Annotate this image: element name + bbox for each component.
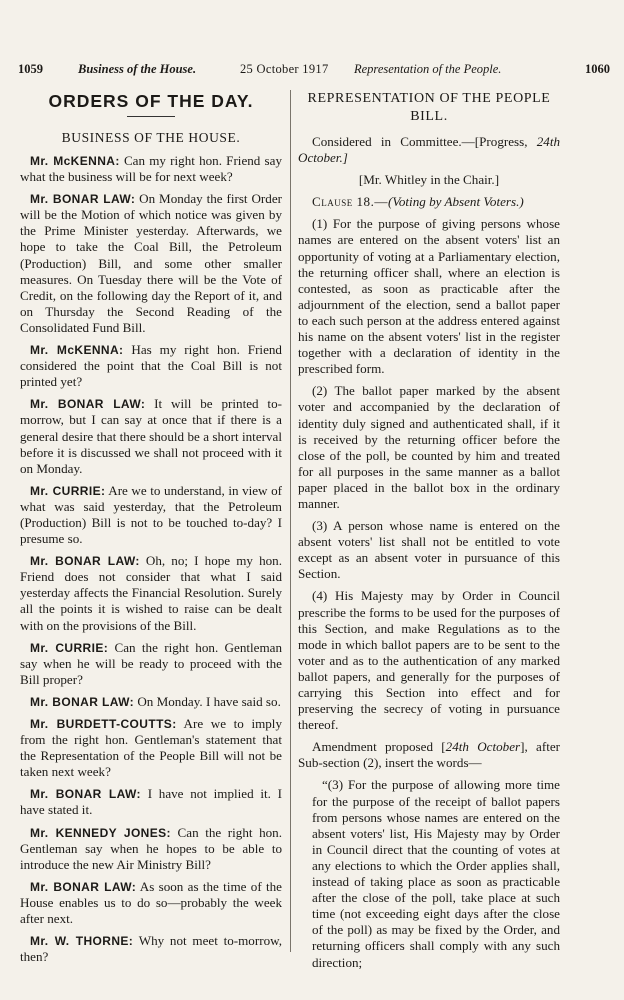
clause-heading: [298, 194, 560, 210]
speech-text: On Monday the first Order will be the Motion of which notice was given by the Prime Minister yesterday. Afterwards, we hope to take the Coal Bill, the Petroleum (Production) Bill, and some other smaller measures. On Tuesday there will be the Vote of Credit, on the following day the Report of it, and on Thursday the Second Reading of the Consolidated Fund Bill.: [20, 191, 282, 335]
speech-paragraph: [20, 933, 282, 965]
orders-of-the-day-heading: ORDERS OF THE DAY.: [48, 91, 254, 111]
page-header: [18, 62, 610, 80]
committee-date: 24th October.]: [298, 134, 560, 166]
speech-text: As soon as the time of the House enables us to do so—probably the week after next.: [20, 878, 282, 927]
left-running-head: Business of the House.: [78, 62, 197, 76]
speech-text: Are we to understand, in view of what was said yesterday, that the Petroleum (Production) Bill is not to be touched to-day? I presume so.: [20, 482, 282, 547]
speaker-name: Mr. BONAR LAW:: [30, 554, 140, 569]
speech-paragraph: [20, 716, 282, 780]
speaker-name: Mr. BONAR LAW:: [30, 694, 135, 709]
left-page-number: 1059: [18, 62, 43, 76]
right-column: [298, 90, 560, 971]
speech-paragraph: [20, 825, 282, 873]
speech-paragraph: [20, 879, 282, 927]
clause-subsection: (2) The ballot paper marked by the absent voter and accompanied by the declaration of identity duly signed and authenticated shall, if it is received by the returning officer before the close of the poll, be counted by him and treated for all purposes in the same manner as a ballot paper placed in the ballot box in the ordinary manner.: [298, 383, 560, 511]
speaker-name: Mr. BONAR LAW:: [30, 787, 141, 802]
speech-paragraph: [20, 694, 282, 710]
clause-title: (Voting by Absent Voters.): [387, 194, 524, 210]
speech-text: Are we to imply from the right hon. Gentleman's statement that the Representation of the People Bill will not be taken next week?: [20, 716, 282, 780]
committee-line: [298, 134, 560, 166]
business-of-the-house-heading: BUSINESS OF THE HOUSE.: [61, 130, 241, 145]
bill-title: REPRESENTATION OF THE PEOPLE BILL.: [307, 91, 551, 124]
clause-paragraphs: [298, 216, 560, 733]
speech-text: Can the right hon. Gentleman say when he hopes to be able to introduce the new Air Ministry Bill?: [20, 824, 282, 872]
speaker-name: Mr. BURDETT-COUTTS:: [30, 717, 177, 731]
speech-text: Why not meet to-morrow, then?: [20, 933, 282, 965]
speaker-name: Mr. CURRIE:: [30, 483, 106, 498]
clause-subsection: (1) For the purpose of giving persons whose names are entered on the absent voters' list an opportunity of voting at a Parliamentary election, the returning officer shall, where an election is contested, as soon as practicable after the adjournment of the election, send a ballot paper to each such person at the address entered against his name on the absent voters' list in the register together with a declaration of identity in the prescribed form.: [298, 216, 560, 377]
column-divider: [290, 90, 291, 952]
amendment-date: 24th October: [445, 739, 521, 755]
speaker-name: Mr. McKENNA:: [30, 154, 120, 168]
speech-paragraph: [20, 153, 282, 185]
speech-text: Can my right hon. Friend say what the business will be for next week?: [20, 153, 282, 185]
speaker-name: Mr. W. THORNE:: [30, 934, 134, 949]
speech-text: I have not implied it. I have stated it.: [20, 786, 283, 818]
speech-paragraph: [20, 640, 282, 688]
speaker-name: Mr. KENNEDY JONES:: [30, 825, 171, 840]
amendment-quote: “(3) For the purpose of allowing more time for the purpose of the receipt of ballot papers from persons whose names are entered on the absent voters' list, His Majesty may by Order in Council direct that the counting of votes at any elections to which the Order applies shall, instead of taking place as soon as practicable after the close of the poll, take place at such time (not exceeding eight days after the close of the poll) as may be fixed by the Order, and returning officers shall comply with any such direction;: [312, 777, 560, 970]
speech-paragraph: [20, 483, 282, 547]
speech-text: Has my right hon. Friend considered the point that the Coal Bill is not printed yet?: [20, 342, 282, 390]
committee-text: Considered in Committee.—[Progress,: [312, 134, 528, 149]
clause-subsection: (3) A person whose name is entered on the absent voters' list shall not be entitled to vote except as an absent voter in pursuance of this Section.: [298, 518, 560, 582]
speech-paragraph: [20, 553, 282, 633]
speaker-name: Mr. BONAR LAW:: [30, 397, 146, 412]
speech-text: Oh, no; I hope my hon. Friend does not consider that what I said yesterday affects the Financial Resolution. Surely all the points it is wished to raise can be dealt with on the provisions of the Bill.: [20, 553, 283, 633]
right-running-head: Representation of the People.: [354, 62, 502, 76]
left-column: [20, 90, 282, 971]
header-date: 25 October 1917: [240, 62, 329, 76]
right-page-number: 1060: [585, 62, 610, 76]
speech-paragraph: [20, 191, 282, 336]
speech-text: Can the right hon. Gentleman say when he will be ready to proceed with the Bill proper?: [20, 639, 282, 687]
speaker-name: Mr. BONAR LAW:: [30, 879, 137, 894]
chair-line: [Mr. Whitley in the Chair.]: [358, 172, 500, 188]
amendment-prefix: Amendment proposed [: [312, 739, 446, 755]
amendment-suffix: ], after Sub-section (2), insert the words—: [298, 739, 560, 771]
speech-paragraph: [20, 396, 282, 476]
amendment-line: [298, 739, 560, 771]
speaker-name: Mr. BONAR LAW:: [30, 192, 136, 207]
speech-paragraph: [20, 342, 282, 390]
clause-subsection: (4) His Majesty may by Order in Council prescribe the forms to be used for the purposes of this Section, and make Regulations as to the mode in which ballot papers are to be sent to the voter and as to the authentication of any marked ballot papers, and generally for the purposes of carrying this Section into effect and for preserving the secrecy of voting in pursuance thereof.: [298, 588, 560, 733]
speech-list: [20, 153, 282, 965]
speaker-name: Mr. CURRIE:: [30, 640, 109, 655]
speaker-name: Mr. McKENNA:: [30, 343, 124, 358]
heading-rule: [127, 116, 175, 117]
speech-text: It will be printed to-morrow, but I can say at once that if there is a general desire that there should be a short interval before it is discussed we shall not proceed with it on Monday.: [20, 396, 282, 476]
clause-label: Clause 18.—: [312, 194, 388, 210]
speech-text: On Monday. I have said so.: [137, 693, 281, 709]
speech-paragraph: [20, 786, 282, 818]
